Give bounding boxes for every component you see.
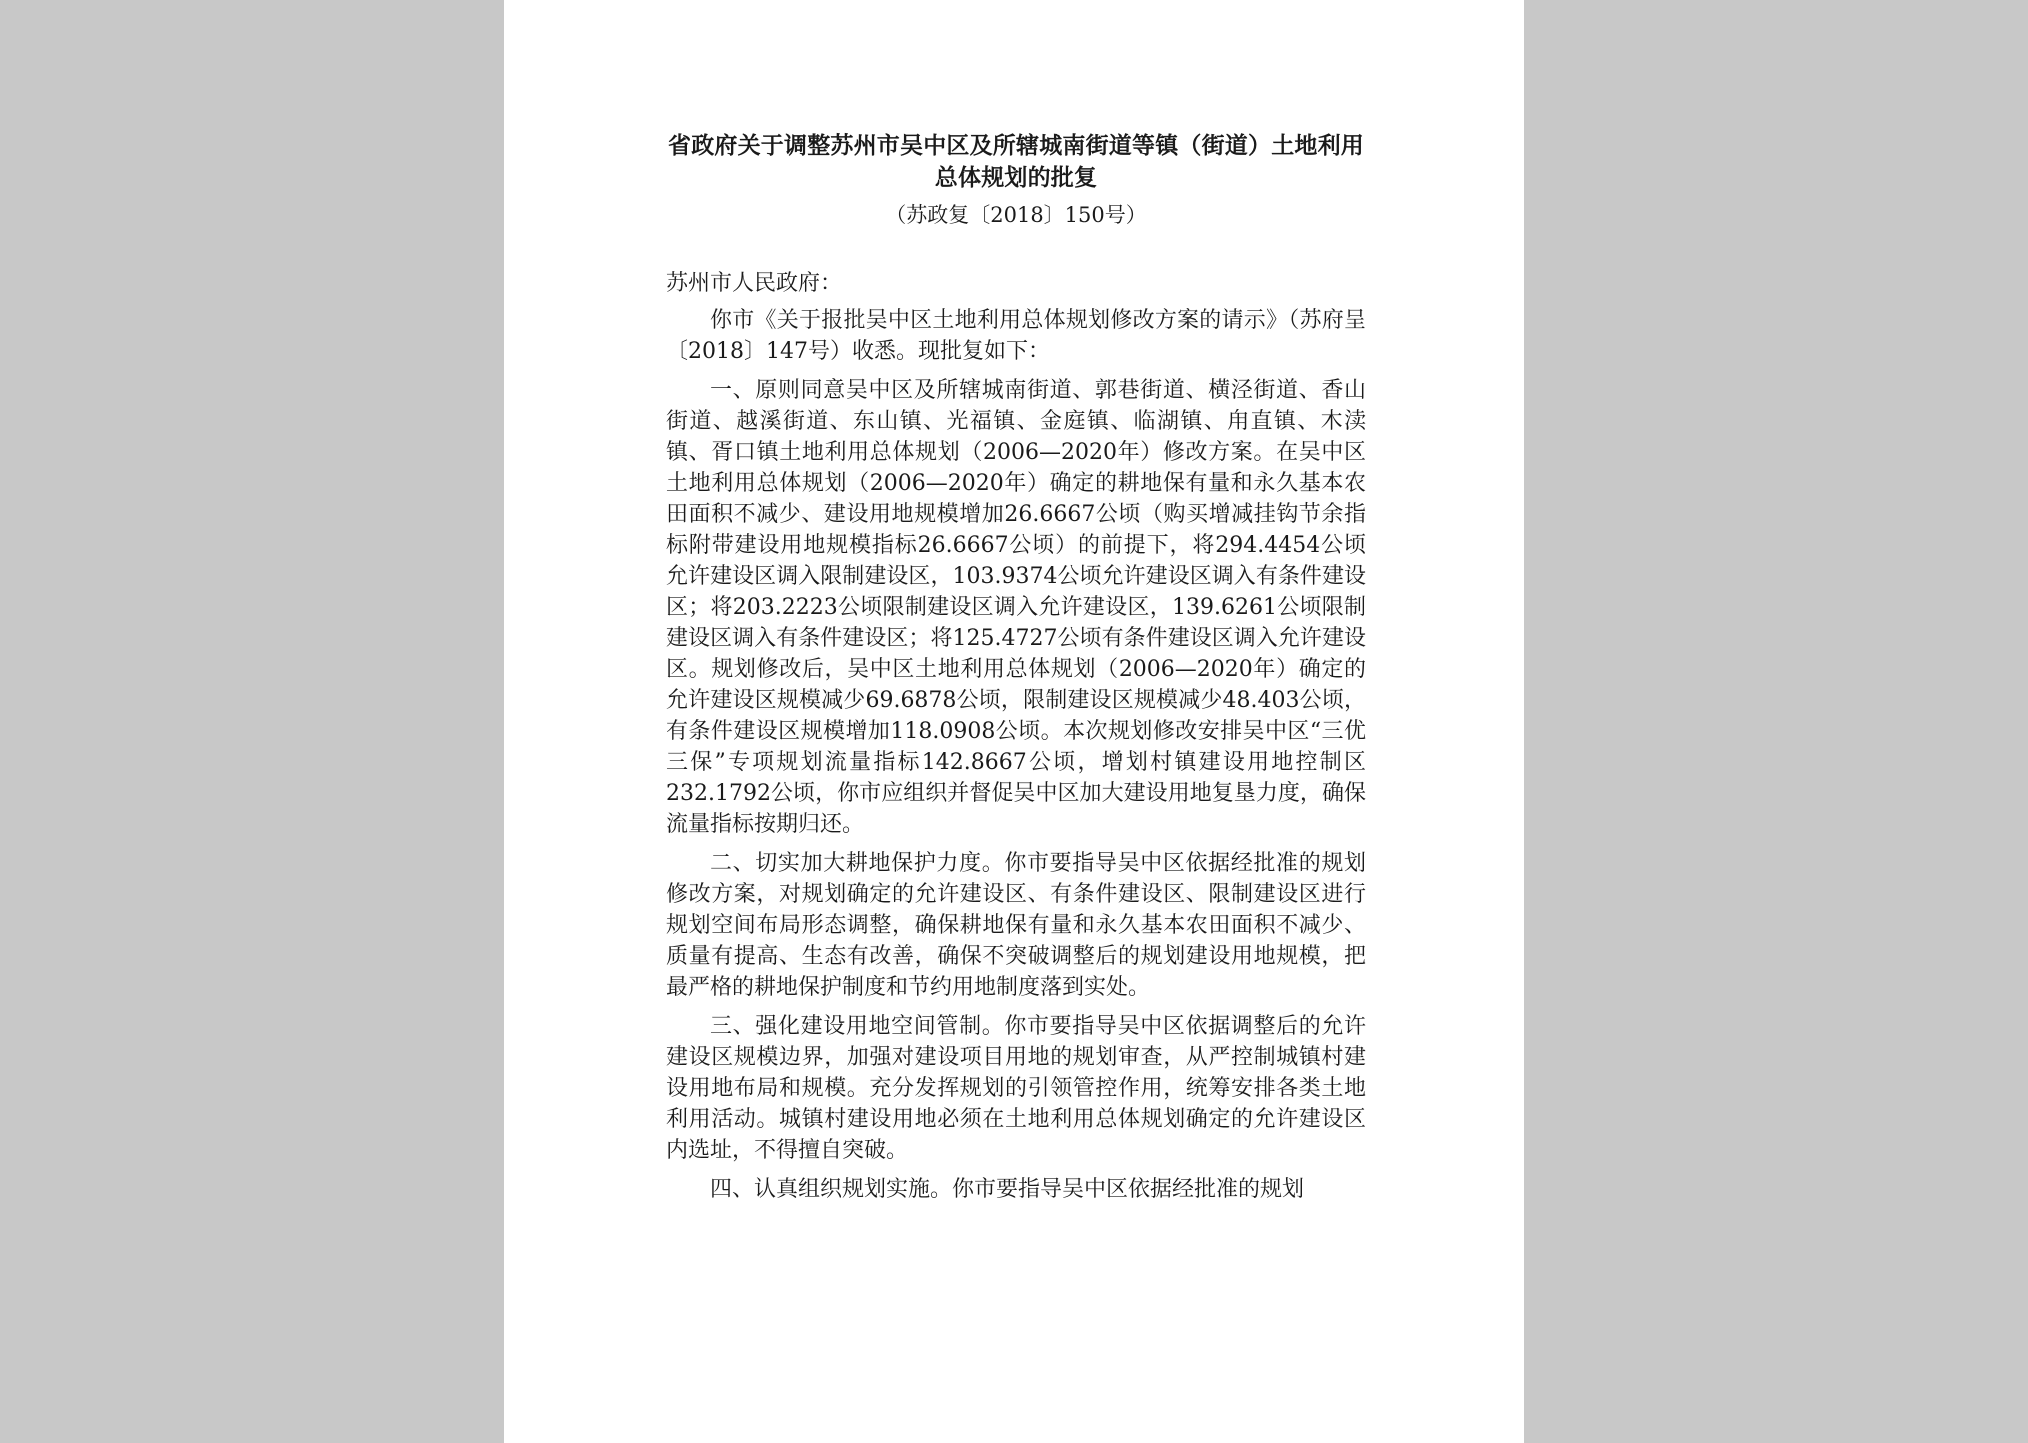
salutation: 苏州市人民政府：	[666, 271, 843, 296]
paragraph-item-3: 三、强化建设用地空间管制。你市要指导吴中区依据调整后的允许建设区规模边界，加强对建设项目用地的规划审查，从严控制城镇村建设用地布局和规模。充分发挥规划的引领管控作用，统筹安排各类土地利用活动。城镇村建设用地必须在土地利用总体规划确定的允许建设区内选址，不得擅自突破。	[666, 1014, 1366, 1163]
document-number: （苏政复〔2018〕150号）	[885, 203, 1147, 227]
document-title: 省政府关于调整苏州市吴中区及所辖城南街道等镇（街道）土地利用总体规划的批复	[668, 133, 1364, 191]
paragraph-item-1: 一、原则同意吴中区及所辖城南街道、郭巷街道、横泾街道、香山街道、越溪街道、东山镇、光福镇、金庭镇、临湖镇、甪直镇、木渎镇、胥口镇土地利用总体规划（2006—2020年）修改方案。在吴中区土地利用总体规划（2006—2020年）确定的耕地保有量和永久基本农田面积不减少、建设用地规模增加26.6667公顷（购买增减挂钩节余指标附带建设用地规模指标26.6667公顷）的前提下，将294.4454公顷允许建设区调入限制建设区，103.9374公顷允许建设区调入有条件建设区；将203.2223公顷限制建设区调入允许建设区，139.6261公顷限制建设区调入有条件建设区；将125.4727公顷有条件建设区调入允许建设区。规划修改后，吴中区土地利用总体规划（2006—2020年）确定的允许建设区规模减少69.6878公顷，限制建设区规模减少48.403公顷，有条件建设区规模增加118.0908公顷。本次规划修改安排吴中区“三优三保”专项规划流量指标142.8667公顷，增划村镇建设用地控制区232.1792公顷，你市应组织并督促吴中区加大建设用地复垦力度，确保流量指标按期归还。	[666, 378, 1366, 837]
paragraph-item-2: 二、切实加大耕地保护力度。你市要指导吴中区依据经批准的规划修改方案，对规划确定的允许建设区、有条件建设区、限制建设区进行规划空间布局形态调整，确保耕地保有量和永久基本农田面积不减少、质量有提高、生态有改善，确保不突破调整后的规划建设用地规模，把最严格的耕地保护制度和节约用地制度落到实处。	[666, 851, 1366, 1000]
paragraph-item-4: 四、认真组织规划实施。你市要指导吴中区依据经批准的规划	[710, 1177, 1305, 1202]
paragraph-intro: 你市《关于报批吴中区土地利用总体规划修改方案的请示》（苏府呈〔2018〕147号）收悉。现批复如下：	[666, 308, 1366, 364]
document-page	[504, 0, 1524, 1443]
